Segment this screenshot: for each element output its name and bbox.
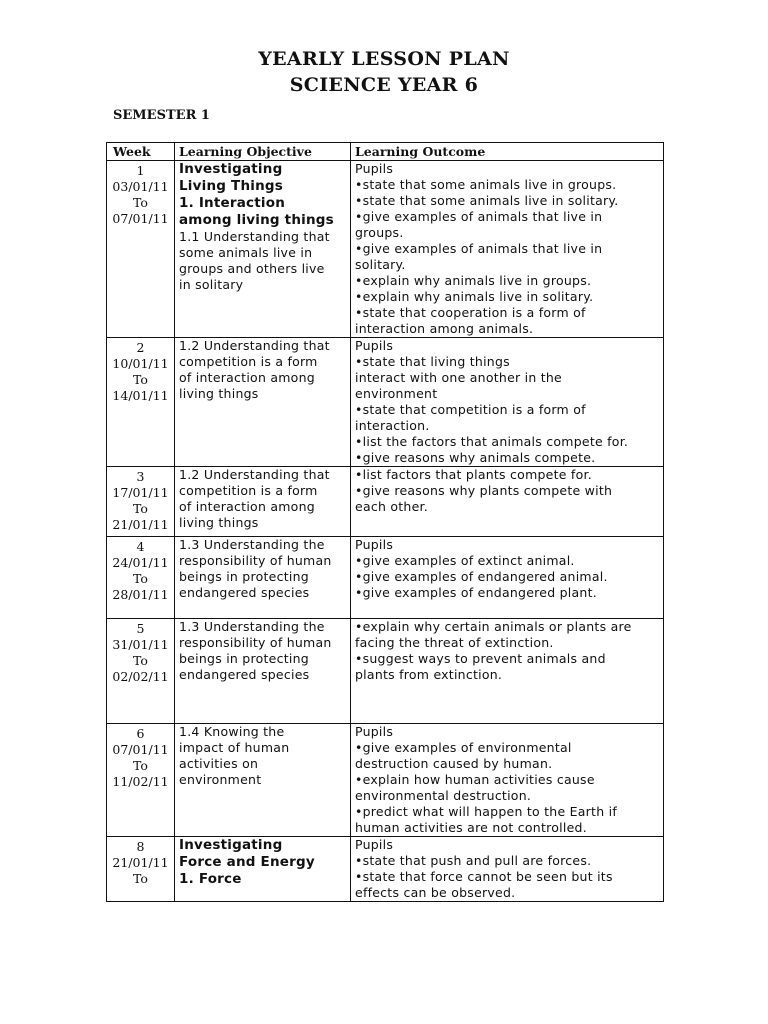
lesson-plan-table xyxy=(106,142,664,902)
outcome-line: •give examples of environmental xyxy=(355,740,572,755)
outcome-line: Pupils xyxy=(355,537,394,552)
objective-line: 1.4 Knowing the xyxy=(179,724,285,739)
outcome-line: •give examples of extinct animal. xyxy=(355,553,575,568)
learning-outcome-cell xyxy=(351,537,664,619)
header-learning-objective: Learning Objective xyxy=(175,143,351,161)
week-line: 07/01/11 xyxy=(112,742,169,757)
objective-line: impact of human xyxy=(179,740,290,755)
document-title: YEARLY LESSON PLAN xyxy=(258,48,510,70)
week-line: 5 xyxy=(136,621,145,636)
objective-line: responsibility of human xyxy=(179,635,332,650)
outcome-line: •state that living things xyxy=(355,354,510,369)
outcome-line: •give examples of endangered animal. xyxy=(355,569,608,584)
week-line: 17/01/11 xyxy=(112,485,169,500)
week-cell xyxy=(107,161,175,338)
outcome-line: •predict what will happen to the Earth if xyxy=(355,804,617,819)
learning-outcome-cell xyxy=(351,619,664,724)
week-line: 28/01/11 xyxy=(112,587,169,602)
learning-outcome-cell xyxy=(351,338,664,467)
week-line: To xyxy=(133,571,148,586)
outcome-line: solitary. xyxy=(355,257,406,272)
outcome-line: facing the threat of extinction. xyxy=(355,635,554,650)
objective-line: some animals live in xyxy=(179,245,313,260)
objective-line: competition is a form xyxy=(179,483,318,498)
outcome-line: •state that competition is a form of xyxy=(355,402,586,417)
outcome-line: •state that some animals live in solitary. xyxy=(355,193,619,208)
outcome-line: •list factors that plants compete for. xyxy=(355,467,592,482)
table-row xyxy=(107,837,664,902)
learning-outcome-cell xyxy=(351,724,664,837)
objective-line: beings in protecting xyxy=(179,651,309,666)
objective-line: groups and others live xyxy=(179,261,325,276)
week-line: 4 xyxy=(136,539,145,554)
objective-line: in solitary xyxy=(179,277,244,292)
objective-line: environment xyxy=(179,772,262,787)
objective-line: of interaction among xyxy=(179,370,315,385)
table-body xyxy=(107,161,664,902)
objective-heading: 1. Force xyxy=(179,871,242,887)
learning-outcome-cell xyxy=(351,161,664,338)
week-line: To xyxy=(133,653,148,668)
learning-objective-cell xyxy=(175,724,351,837)
outcome-line: human activities are not controlled. xyxy=(355,820,587,835)
objective-heading: Investigating xyxy=(179,837,283,853)
outcome-line: Pupils xyxy=(355,338,394,353)
outcome-line: groups. xyxy=(355,225,404,240)
outcome-line: interact with one another in the xyxy=(355,370,562,385)
week-line: To xyxy=(133,758,148,773)
week-line: 2 xyxy=(136,340,145,355)
objective-line: endangered species xyxy=(179,667,310,682)
week-cell xyxy=(107,537,175,619)
week-line: 11/02/11 xyxy=(112,774,169,789)
objective-line: 1.2 Understanding that xyxy=(179,467,330,482)
week-line: To xyxy=(133,195,148,210)
semester-label: SEMESTER 1 xyxy=(113,108,210,123)
outcome-line: •list the factors that animals compete for. xyxy=(355,434,629,449)
learning-objective-cell xyxy=(175,537,351,619)
objective-line: competition is a form xyxy=(179,354,318,369)
week-cell xyxy=(107,467,175,537)
objective-line: beings in protecting xyxy=(179,569,309,584)
objective-line: 1.3 Understanding the xyxy=(179,619,325,634)
week-line: 3 xyxy=(136,469,145,484)
outcome-line: •state that push and pull are forces. xyxy=(355,853,592,868)
week-line: 6 xyxy=(136,726,145,741)
week-line: 03/01/11 xyxy=(112,179,169,194)
week-line: 24/01/11 xyxy=(112,555,169,570)
objective-heading: Force and Energy xyxy=(179,854,315,870)
objective-line: endangered species xyxy=(179,585,310,600)
table-row xyxy=(107,619,664,724)
objective-heading: Investigating xyxy=(179,161,283,177)
week-line: 21/01/11 xyxy=(112,517,169,532)
week-line: 14/01/11 xyxy=(112,388,169,403)
learning-outcome-cell xyxy=(351,467,664,537)
objective-heading: 1. Interaction xyxy=(179,195,286,211)
outcome-line: •give examples of animals that live in xyxy=(355,209,603,224)
outcome-line: Pupils xyxy=(355,837,394,852)
week-line: 1 xyxy=(136,163,145,178)
learning-objective-cell xyxy=(175,161,351,338)
week-line: 02/02/11 xyxy=(112,669,169,684)
objective-line: of interaction among xyxy=(179,499,315,514)
outcome-line: •explain how human activities cause xyxy=(355,772,595,787)
outcome-line: interaction among animals. xyxy=(355,321,534,336)
learning-objective-cell xyxy=(175,619,351,724)
outcome-line: interaction. xyxy=(355,418,430,433)
table-row xyxy=(107,537,664,619)
learning-objective-cell xyxy=(175,338,351,467)
objective-line: 1.2 Understanding that xyxy=(179,338,330,353)
table-row xyxy=(107,467,664,537)
outcome-line: plants from extinction. xyxy=(355,667,503,682)
outcome-line: •state that force cannot be seen but its xyxy=(355,869,613,884)
week-cell xyxy=(107,724,175,837)
learning-objective-cell xyxy=(175,837,351,902)
week-cell xyxy=(107,338,175,467)
outcome-line: •explain why animals live in groups. xyxy=(355,273,592,288)
outcome-line: •give reasons why plants compete with xyxy=(355,483,613,498)
week-line: To xyxy=(133,871,148,886)
outcome-line: each other. xyxy=(355,499,428,514)
week-line: 21/01/11 xyxy=(112,855,169,870)
outcome-line: environment xyxy=(355,386,438,401)
week-cell xyxy=(107,837,175,902)
learning-outcome-cell xyxy=(351,837,664,902)
table-header-row xyxy=(107,143,664,161)
table-row xyxy=(107,338,664,467)
outcome-line: •state that some animals live in groups. xyxy=(355,177,617,192)
week-line: 31/01/11 xyxy=(112,637,169,652)
week-line: 10/01/11 xyxy=(112,356,169,371)
outcome-line: Pupils xyxy=(355,724,394,739)
week-line: To xyxy=(133,372,148,387)
table-row xyxy=(107,161,664,338)
objective-line: activities on xyxy=(179,756,259,771)
document-subtitle: SCIENCE YEAR 6 xyxy=(289,74,479,96)
week-line: To xyxy=(133,501,148,516)
objective-line: 1.3 Understanding the xyxy=(179,537,325,552)
objective-line: 1.1 Understanding that xyxy=(179,229,330,244)
objective-line: responsibility of human xyxy=(179,553,332,568)
outcome-line: Pupils xyxy=(355,161,394,176)
objective-heading: among living things xyxy=(179,212,334,228)
outcome-line: •state that cooperation is a form of xyxy=(355,305,586,320)
outcome-line: environmental destruction. xyxy=(355,788,532,803)
week-line: 07/01/11 xyxy=(112,211,169,226)
outcome-line: •explain why certain animals or plants are xyxy=(355,619,632,634)
outcome-line: •suggest ways to prevent animals and xyxy=(355,651,606,666)
week-line: 8 xyxy=(136,839,145,854)
header-learning-outcome: Learning Outcome xyxy=(351,143,664,161)
week-cell xyxy=(107,619,175,724)
header-week: Week xyxy=(107,143,175,161)
outcome-line: •give examples of endangered plant. xyxy=(355,585,597,600)
table-row xyxy=(107,724,664,837)
learning-objective-cell xyxy=(175,467,351,537)
objective-line: living things xyxy=(179,515,259,530)
outcome-line: effects can be observed. xyxy=(355,885,516,900)
outcome-line: •explain why animals live in solitary. xyxy=(355,289,594,304)
outcome-line: •give reasons why animals compete. xyxy=(355,450,596,465)
outcome-line: destruction caused by human. xyxy=(355,756,553,771)
outcome-line: •give examples of animals that live in xyxy=(355,241,603,256)
objective-heading: Living Things xyxy=(179,178,283,194)
objective-line: living things xyxy=(179,386,259,401)
